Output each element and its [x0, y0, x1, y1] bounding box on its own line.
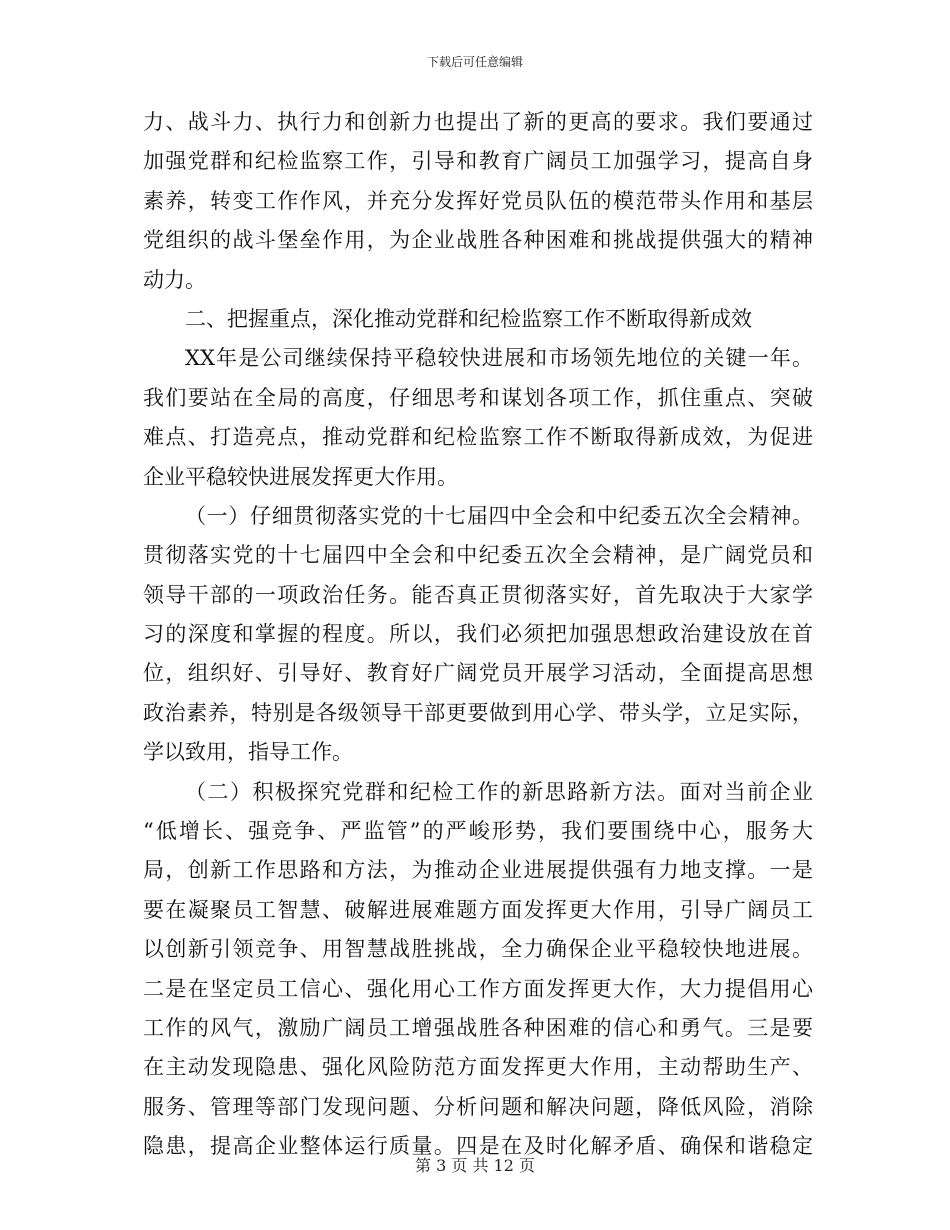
- text-line: （一）仔细贯彻落实党的十七届四中全会和中纪委五次全会精神。: [185, 503, 813, 528]
- text-line: 力、战斗力、执行力和创新力也提出了新的更高的要求。我们要通过: [143, 110, 813, 134]
- text-line: 动力。: [143, 267, 206, 292]
- text-line: 隐患，提高企业整体运行质量。四是在及时化解矛盾、确保和谐稳定: [143, 1134, 813, 1159]
- text-line: （二）积极探究党群和纪检工作的新思路新方法。面对当前企业: [185, 779, 813, 804]
- text-line: XX年是公司继续保持平稳较快进展和市场领先地位的关键一年。: [185, 346, 813, 371]
- text-line: 位，组织好、引导好、教育好广阔党员开展学习活动，全面提高思想: [143, 661, 813, 686]
- text-line: 要在凝聚员工智慧、破解进展难题方面发挥更大作用，引导广阔员工: [143, 897, 813, 922]
- text-line: 企业平稳较快进展发挥更大作用。: [143, 464, 458, 489]
- text-line: 素养，转变工作作风，并充分发挥好党员队伍的模范带头作用和基层: [143, 188, 813, 213]
- text-line: 以创新引领竞争、用智慧战胜挑战，全力确保企业平稳较快地进展。: [143, 937, 813, 962]
- page-footer: 第 3 页 共 12 页: [415, 1156, 535, 1175]
- text-line: 领导干部的一项政治任务。能否真正贯彻落实好，首先取决于大家学: [143, 582, 813, 607]
- text-line: “低增长、强竞争、严监管”的严峻形势，我们要围绕中心，服务大: [143, 819, 813, 844]
- text-line: 贯彻落实党的十七届四中全会和中纪委五次全会精神，是广阔党员和: [143, 543, 813, 568]
- text-line: 党组织的战斗堡垒作用，为企业战胜各种困难和挑战提供强大的精神: [143, 228, 813, 253]
- text-line: 在主动发现隐患、强化风险防范方面发挥更大作用，主动帮助生产、: [143, 1055, 813, 1080]
- body-text: [143, 103, 813, 1167]
- text-line: 习的深度和掌握的程度。所以，我们必须把加强思想政治建设放在首: [143, 622, 813, 647]
- text-line: 服务、管理等部门发现问题、分析问题和解决问题，降低风险，消除: [143, 1094, 813, 1119]
- text-line: 二、把握重点，深化推动党群和纪检监察工作不断取得新成效: [185, 306, 752, 331]
- text-line: 学以致用，指导工作。: [143, 740, 353, 765]
- page-header: 下载后可任意编辑: [426, 55, 523, 69]
- text-line: 二是在坚定员工信心、强化用心工作方面发挥更大作，大力提倡用心: [143, 976, 813, 1001]
- text-line: 我们要站在全局的高度，仔细思考和谋划各项工作，抓住重点、突破: [143, 385, 813, 410]
- text-line: 工作的风气，激励广阔员工增强战胜各种困难的信心和勇气。三是要: [143, 1015, 813, 1040]
- text-line: 加强党群和纪检监察工作，引导和教育广阔员工加强学习，提高自身: [143, 149, 813, 174]
- text-line: 政治素养，特别是各级领导干部更要做到用心学、带头学，立足实际，: [143, 700, 813, 725]
- text-line: 难点、打造亮点，推动党群和纪检监察工作不断取得新成效，为促进: [143, 425, 813, 450]
- text-line: 局，创新工作思路和方法，为推动企业进展提供强有力地支撑。一是: [143, 858, 813, 883]
